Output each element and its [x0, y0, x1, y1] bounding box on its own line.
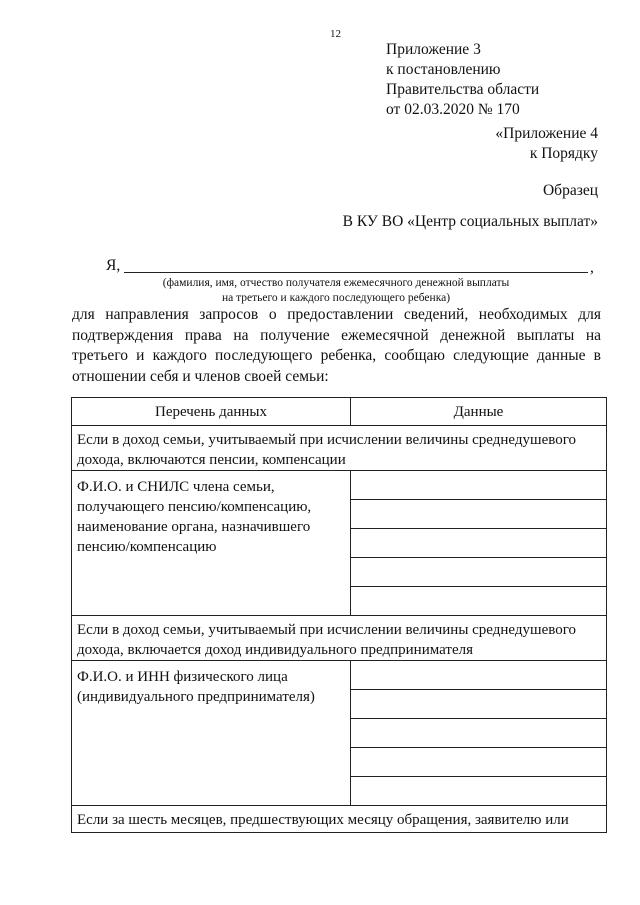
sample-label: Образец [542, 182, 598, 199]
appendix-4-line2: к Порядку [529, 145, 598, 162]
applicant-suffix: , [590, 259, 594, 276]
caption-line: (фамилия, имя, отчество получателя ежемесячного денежной выплаты [162, 277, 510, 289]
data-field[interactable] [351, 558, 607, 587]
appendix-4-line1: «Приложение 4 [495, 125, 598, 142]
page-number: 12 [330, 28, 341, 40]
appendix-line: Правительства области [386, 81, 540, 98]
section-pensions: Если в доход семьи, учитываемый при исчислении величины среднедушевого дохода, включаются пенсии, компенсации [72, 426, 607, 471]
entrepreneur-label: Ф.И.О. и ИНН физического лица (индивидуального предпринимателя) [72, 661, 351, 806]
table-header-list: Перечень данных [72, 398, 351, 426]
applicant-caption [128, 276, 544, 306]
appendix-line: к постановлению [386, 61, 501, 78]
data-field[interactable] [351, 587, 607, 616]
pension-recipient-label: Ф.И.О. и СНИЛС члена семьи, получающего пенсию/компенсацию, наименование органа, назначившего пенсию/компенсацию [72, 471, 351, 616]
data-field[interactable] [351, 529, 607, 558]
data-field[interactable] [351, 719, 607, 748]
data-field[interactable] [351, 471, 607, 500]
intro-paragraph: для направления запросов о предоставлении сведений, необходимых для подтверждения права на получение ежемесячной денежной выплаты на третьего и каждого последующего ребенка, сообщаю следующие данные в отношении себя и членов своей семьи: [72, 306, 601, 385]
data-table [71, 397, 607, 833]
appendix-3-block [386, 40, 539, 120]
data-field[interactable] [351, 661, 607, 690]
data-field[interactable] [351, 690, 607, 719]
data-field[interactable] [351, 500, 607, 529]
section-six-months: Если за шесть месяцев, предшествующих месяцу обращения, заявителю или [72, 806, 607, 833]
data-field[interactable] [351, 748, 607, 777]
section-entrepreneur: Если в доход семьи, учитываемый при исчислении величины среднедушевого дохода, включается доход индивидуального предпринимателя [72, 616, 607, 661]
table-header-data: Данные [351, 398, 607, 426]
data-field[interactable] [351, 777, 607, 806]
appendix-line: Приложение 3 [386, 41, 481, 58]
applicant-name-line[interactable] [124, 272, 588, 273]
appendix-line: от 02.03.2020 № 170 [386, 101, 520, 118]
applicant-prefix: Я, [106, 257, 121, 274]
caption-line: на третьего и каждого последующего ребенка) [221, 292, 451, 304]
addressee: В КУ ВО «Центр социальных выплат» [342, 213, 598, 230]
